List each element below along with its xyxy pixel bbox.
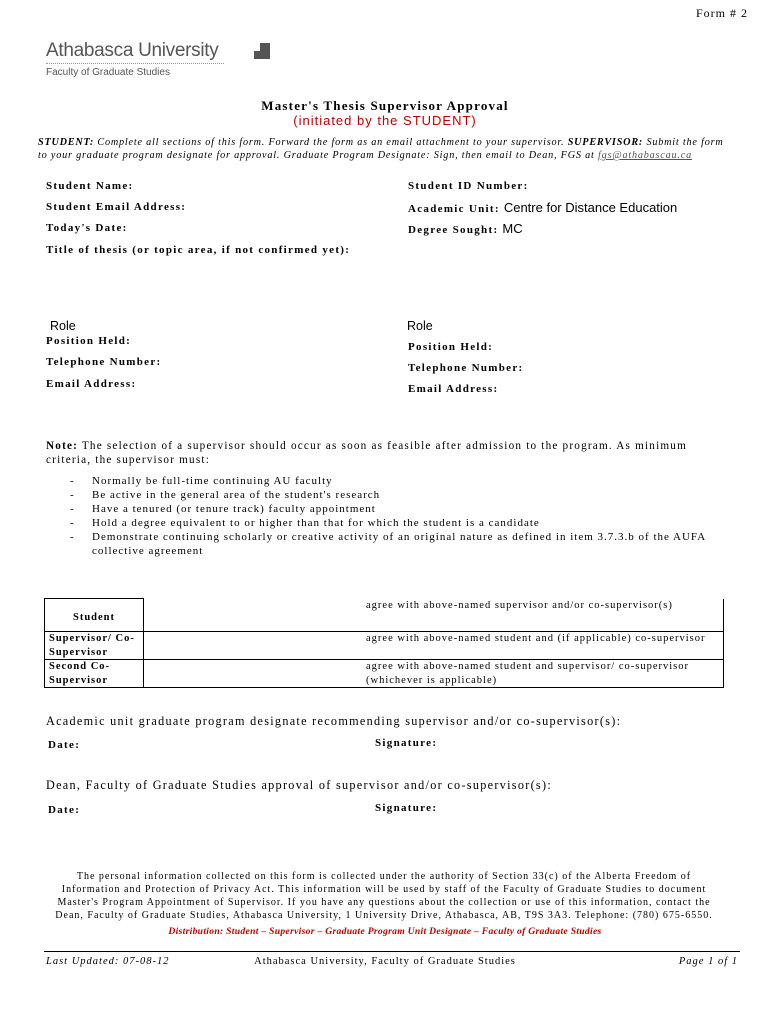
academic-unit-field	[408, 200, 677, 215]
instructions-supervisor-label: SUPERVISOR:	[567, 137, 644, 148]
logo-divider	[46, 63, 224, 64]
approval-text-supervisor: agree with above-named student and (if applicable) co-supervisor	[362, 632, 724, 660]
logo-mark-icon	[254, 43, 270, 59]
logo-faculty-name: Faculty of Graduate Studies	[46, 67, 170, 78]
thesis-title-label: Title of thesis (or topic area, if not confirmed yet):	[46, 244, 351, 256]
approval-party-student: Student	[45, 599, 144, 632]
degree-sought-value[interactable]: MC	[502, 221, 523, 236]
form-number: Form # 2	[695, 6, 748, 20]
page-subtitle: (initiated by the STUDENT)	[293, 113, 477, 128]
table-row	[45, 599, 724, 632]
criteria-list	[70, 474, 710, 558]
logo-university-name: Athabasca University	[46, 40, 219, 61]
student-id-label: Student ID Number:	[408, 180, 529, 192]
list-item: - Be active in the general area of the student's research	[70, 488, 710, 502]
approval-signature-student[interactable]	[144, 599, 363, 632]
list-item: - Hold a degree equivalent to or higher than that for which the student is a candidate	[70, 516, 710, 530]
role-left-position-label: Position Held:	[46, 335, 132, 347]
footer-center: Athabasca University, Faculty of Graduate Studies	[254, 956, 516, 967]
approval-signature-second[interactable]	[144, 660, 363, 688]
approval-text-second: agree with above-named student and supervisor/ co-supervisor (whichever is applicable)	[362, 660, 724, 688]
instructions-student-label: STUDENT:	[38, 137, 95, 148]
list-item: - Have a tenured (or tenure track) faculty appointment	[70, 502, 710, 516]
dean-signature-label: Signature:	[375, 802, 438, 814]
athabasca-logo	[46, 40, 228, 82]
role-right-position-label: Position Held:	[408, 341, 494, 353]
approval-party-supervisor: Supervisor/ Co-Supervisor	[45, 632, 144, 660]
unit-designate-signature-label: Signature:	[375, 737, 438, 749]
supervisor-note	[46, 439, 726, 467]
footer-page-number: Page 1 of 1	[678, 956, 738, 967]
approval-table	[44, 598, 724, 688]
degree-sought-label: Degree Sought:	[408, 224, 499, 236]
unit-designate-text: Academic unit graduate program designate recommending supervisor and/or co-supervisor(s):	[46, 714, 622, 728]
instructions-supervisor-text: Submit the form to your graduate program designate for approval. Graduate Program Designate: Sign, then email to Dean, FGS at	[38, 137, 724, 161]
role-left-heading: Role	[50, 319, 76, 333]
academic-unit-value[interactable]: Centre for Distance Education	[503, 200, 678, 215]
role-right-phone-label: Telephone Number:	[408, 362, 524, 374]
table-row	[45, 632, 724, 660]
dean-approval-text: Dean, Faculty of Graduate Studies approval of supervisor and/or co-supervisor(s):	[46, 778, 553, 792]
privacy-notice: The personal information collected on this form is collected under the authority of Section 33(c) of the Alberta Freedom of Information and Protection of Privacy Act. This information will be used by staff of the Faculty of Graduate Studies to document Master's Program Appointment of Supervisor. If you have any questions about the collection or use of this information, contact the Dean, Faculty of Graduate Studies, Athabasca University, 1 University Drive, Athabasca, AB, T9S 3A3. Telephone: (780) 675-6550.	[55, 871, 713, 921]
list-item: - Normally be full-time continuing AU faculty	[70, 474, 710, 488]
note-label: Note:	[46, 440, 79, 452]
distribution-line: Distribution: Student – Supervisor – Graduate Program Unit Designate – Faculty of Graduate Studies	[168, 926, 602, 937]
note-text: The selection of a supervisor should occur as soon as feasible after admission to the program. As minimum criteria, the supervisor must:	[46, 440, 687, 466]
unit-designate-date-label: Date:	[48, 739, 81, 751]
role-left-phone-label: Telephone Number:	[46, 356, 162, 368]
footer-divider	[44, 951, 740, 952]
footer-last-updated: Last Updated: 07-08-12	[46, 956, 170, 967]
student-email-label: Student Email Address:	[46, 201, 187, 213]
role-left-email-label: Email Address:	[46, 378, 137, 390]
page-title: Master's Thesis Supervisor Approval	[261, 98, 509, 113]
list-item: - Demonstrate continuing scholarly or creative activity of an original nature as defined in item 3.7.3.b of the AUFA collective agreement	[70, 530, 710, 558]
todays-date-label: Today's Date:	[46, 222, 128, 234]
academic-unit-label: Academic Unit:	[408, 203, 500, 215]
instructions	[38, 136, 728, 162]
table-row	[45, 660, 724, 688]
fgs-email-link[interactable]: fgs@athabascau.ca	[597, 150, 692, 161]
dean-date-label: Date:	[48, 804, 81, 816]
student-name-label: Student Name:	[46, 180, 134, 192]
instructions-student-text: Complete all sections of this form. Forward the form as an email attachment to your supervisor.	[94, 137, 568, 148]
approval-text-student: agree with above-named supervisor and/or co-supervisor(s)	[362, 599, 724, 632]
role-right-email-label: Email Address:	[408, 383, 499, 395]
approval-signature-supervisor[interactable]	[144, 632, 363, 660]
degree-sought-field	[408, 221, 523, 236]
approval-party-second: Second Co-Supervisor	[45, 660, 144, 688]
role-right-heading: Role	[407, 319, 433, 333]
